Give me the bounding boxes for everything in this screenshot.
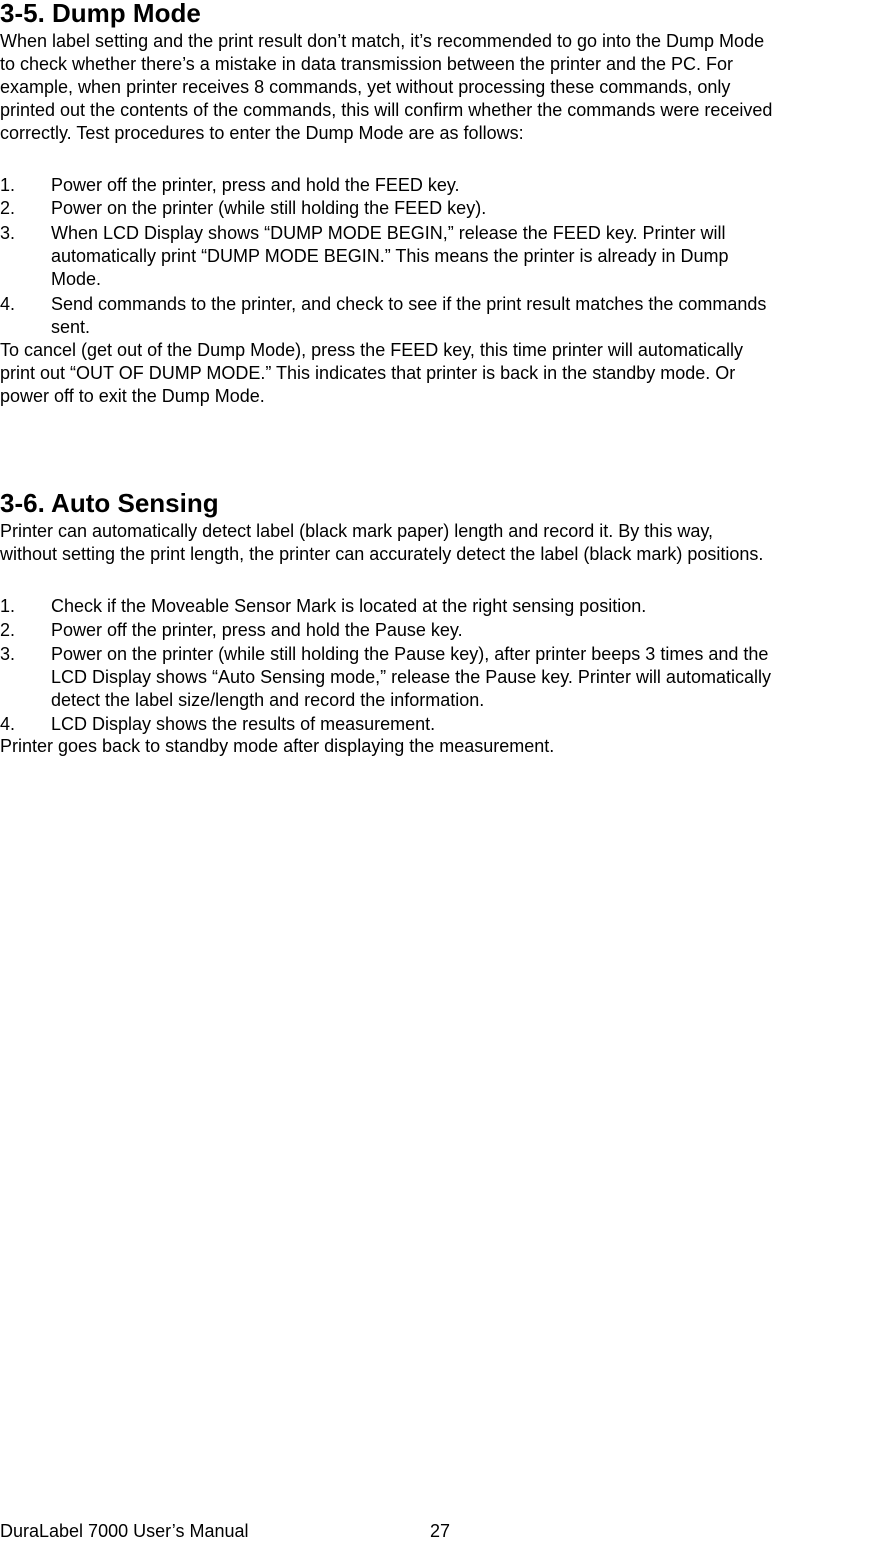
auto-step-4 [0,713,885,736]
text-line: power off to exit the Dump Mode. [0,386,265,406]
step-text [51,595,885,618]
dump-step-3 [0,222,885,291]
step-text [51,197,885,220]
text-line: correctly. Test procedures to enter the Dump Mode are as follows: [0,123,524,143]
text-line: sent. [51,317,91,337]
text-line: Power off the printer, press and hold the Pause key. [51,620,463,640]
text-line: When LCD Display shows “DUMP MODE BEGIN,” release the FEED key. Printer will [51,223,726,243]
text-line: Mode. [51,269,102,289]
step-number: 2. [0,620,16,640]
text-line: printed out the contents of the commands, this will confirm whether the commands were received [0,100,773,120]
text-line: When label setting and the print result don’t match, it’s recommended to go into the Dump Mode [0,31,765,51]
auto-step-1 [0,595,885,618]
text-line: Power off the printer, press and hold the FEED key. [51,175,460,195]
dump-step-1 [0,174,885,197]
footer-page-number: 27 [430,1521,451,1541]
step-text [51,222,885,291]
step-number: 4. [0,294,16,314]
footer-manual-title: DuraLabel 7000 User’s Manual [0,1521,249,1541]
dump-step-4 [0,293,885,339]
dump-mode-intro [0,30,885,145]
text-line: automatically print “DUMP MODE BEGIN.” This means the printer is already in Dump [51,246,729,266]
step-text [51,174,885,197]
text-line: example, when printer receives 8 commands, yet without processing these commands, only [0,77,731,97]
text-line: print out “OUT OF DUMP MODE.” This indicates that printer is back in the standby mode. Or [0,363,736,383]
step-text [51,643,885,712]
step-number: 3. [0,223,16,243]
auto-step-3 [0,643,885,712]
text-line: LCD Display shows the results of measurement. [51,714,436,734]
section-heading-auto-sensing: 3-6. Auto Sensing [0,488,219,518]
text-line: Send commands to the printer, and check to see if the print result matches the commands [51,294,767,314]
text-line: To cancel (get out of the Dump Mode), press the FEED key, this time printer will automatically [0,340,743,360]
step-text [51,619,885,642]
text-line: Check if the Moveable Sensor Mark is located at the right sensing position. [51,596,647,616]
auto-step-2 [0,619,885,642]
dump-step-2 [0,197,885,220]
auto-sensing-intro [0,520,885,566]
step-number: 2. [0,198,16,218]
dump-mode-cancel-note [0,339,885,408]
text-line: Printer goes back to standby mode after displaying the measurement. [0,736,555,756]
text-line: Printer can automatically detect label (black mark paper) length and record it. By this way, [0,521,713,541]
text-line: without setting the print length, the printer can accurately detect the label (black mark) positions. [0,544,764,564]
text-line: detect the label size/length and record the information. [51,690,485,710]
step-number: 3. [0,644,16,664]
text-line: to check whether there’s a mistake in data transmission between the printer and the PC. For [0,54,734,74]
step-number: 4. [0,714,16,734]
step-number: 1. [0,175,16,195]
step-text [51,713,885,736]
text-line: Power on the printer (while still holding the FEED key). [51,198,487,218]
section-heading-dump-mode: 3-5. Dump Mode [0,0,201,28]
text-line: LCD Display shows “Auto Sensing mode,” release the Pause key. Printer will automatically [51,667,771,687]
step-number: 1. [0,596,16,616]
auto-sensing-closing [0,735,885,758]
text-line: Power on the printer (while still holding the Pause key), after printer beeps 3 times and the [51,644,769,664]
step-text [51,293,885,339]
